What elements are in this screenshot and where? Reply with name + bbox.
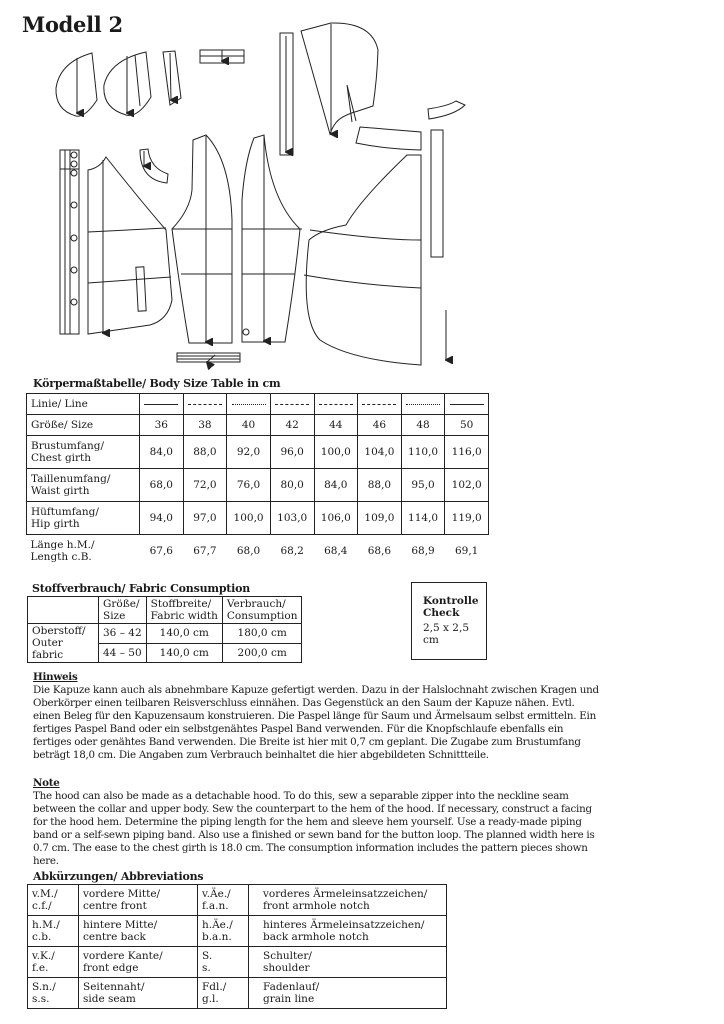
empty-cell bbox=[28, 597, 99, 624]
check-title-en: Check bbox=[423, 607, 460, 619]
row-label: Linie/ Line bbox=[27, 394, 140, 415]
cell: 80,0 bbox=[270, 469, 314, 502]
table-row bbox=[27, 502, 489, 535]
row-label bbox=[27, 502, 140, 535]
label-en: Length c.B. bbox=[30, 551, 92, 563]
label-en: Waist girth bbox=[31, 485, 90, 497]
table-row bbox=[27, 394, 489, 415]
cell: 46 bbox=[358, 415, 402, 436]
cell: 68,9 bbox=[411, 545, 435, 557]
cell: 180,0 cm bbox=[222, 624, 302, 644]
fabric-consumption-table bbox=[27, 596, 302, 663]
cell: 100,0 bbox=[314, 436, 358, 469]
sewing-pattern-pieces-diagram bbox=[0, 0, 724, 375]
line-style-dot-long-dash bbox=[445, 394, 489, 415]
cell: 106,0 bbox=[314, 502, 358, 535]
hinweis-heading: Hinweis bbox=[33, 671, 78, 683]
cell: 88,0 bbox=[358, 469, 402, 502]
table-row bbox=[27, 436, 489, 469]
material-label: Oberstoff/ Outer fabric bbox=[28, 624, 99, 663]
line-style-dotted bbox=[227, 394, 271, 415]
check-title-de: Kontrolle bbox=[423, 595, 479, 607]
size-table-heading: Körpermaßtabelle/ Body Size Table in cm bbox=[33, 377, 281, 390]
cell: 94,0 bbox=[140, 502, 184, 535]
cell: 140,0 cm bbox=[146, 624, 222, 644]
line-style-dash-dot bbox=[270, 394, 314, 415]
cell: 97,0 bbox=[183, 502, 227, 535]
cell: 48 bbox=[401, 415, 445, 436]
hinweis-section bbox=[33, 671, 603, 762]
label-en: Hip girth bbox=[31, 518, 80, 530]
cell: 103,0 bbox=[270, 502, 314, 535]
row-label bbox=[27, 535, 140, 568]
cell: 116,0 bbox=[445, 436, 489, 469]
check-size: 2,5 x 2,5 cm bbox=[423, 622, 469, 646]
line-style-long-dash bbox=[183, 394, 227, 415]
note-heading: Note bbox=[33, 777, 60, 789]
cell: 102,0 bbox=[445, 469, 489, 502]
table-row bbox=[27, 535, 489, 568]
cell: 104,0 bbox=[358, 436, 402, 469]
row-label bbox=[27, 469, 140, 502]
abbreviations-heading: Abkürzungen/ Abbreviations bbox=[33, 870, 204, 883]
fabric-table-heading: Stoffverbrauch/ Fabric Consumption bbox=[32, 582, 251, 595]
label-de: Brustumfang/ bbox=[31, 440, 104, 452]
cell: 84,0 bbox=[314, 469, 358, 502]
cell: 44 – 50 bbox=[99, 643, 147, 663]
cell: 67,6 bbox=[149, 545, 173, 557]
header-consumption: Verbrauch/ Consumption bbox=[222, 597, 302, 624]
header-size: Größe/ Size bbox=[99, 597, 147, 624]
cell: 38 bbox=[183, 415, 227, 436]
cell: 42 bbox=[270, 415, 314, 436]
note-text: The hood can also be made as a detachable hood. To do this, sew a separable zipper into the neckline seam between the collar and upper body. Sew the counterpart to the hem of the hood. If necessary, construct a facing for the hood hem. Determine the piping length for the hem and sleeve hem yourself. Use a ready-made piping band or a self-sewn piping band. Also use a finished or sewn band for the button loop. The planned width here is 0.7 cm. The ease to the chest girth is 18.0 cm. The consumption information includes the pattern pieces shown here. bbox=[33, 790, 595, 867]
cell: 95,0 bbox=[401, 469, 445, 502]
cell: 40 bbox=[227, 415, 271, 436]
table-row bbox=[27, 415, 489, 436]
cell: 72,0 bbox=[183, 469, 227, 502]
cell: 140,0 cm bbox=[146, 643, 222, 663]
cell: 96,0 bbox=[270, 436, 314, 469]
cell: 76,0 bbox=[227, 469, 271, 502]
cell: 69,1 bbox=[454, 545, 479, 557]
cell: 84,0 bbox=[140, 436, 184, 469]
line-style-fine-dotted bbox=[401, 394, 445, 415]
label-en: Chest girth bbox=[31, 452, 92, 464]
abbreviations-table bbox=[27, 884, 447, 1009]
cell: 200,0 cm bbox=[222, 643, 302, 663]
cell: 68,2 bbox=[280, 545, 304, 557]
cell: 44 bbox=[314, 415, 358, 436]
cell: 100,0 bbox=[227, 502, 271, 535]
cell: 68,0 bbox=[236, 545, 261, 557]
table-row bbox=[28, 597, 302, 624]
cell: 36 – 42 bbox=[99, 624, 147, 644]
cell: 50 bbox=[445, 415, 489, 436]
cell: 68,0 bbox=[140, 469, 184, 502]
cell: 68,4 bbox=[324, 545, 348, 557]
row-label bbox=[27, 436, 140, 469]
table-row: h.M./ c.b. hintere Mitte/ centre back h.Äe./ b.a.n. hinteres Ärmeleinsatzzeichen/ back armhole notch bbox=[28, 916, 447, 947]
table-row: v.K./ f.e. vordere Kante/ front edge S. s. Schulter/ shoulder bbox=[28, 947, 447, 978]
body-size-table bbox=[26, 393, 489, 567]
cell: 36 bbox=[140, 415, 184, 436]
table-row bbox=[28, 624, 302, 644]
cell: 92,0 bbox=[227, 436, 271, 469]
cell: 68,6 bbox=[367, 545, 392, 557]
check-square bbox=[411, 582, 487, 660]
header-width: Stoffbreite/ Fabric width bbox=[146, 597, 222, 624]
cell: 67,7 bbox=[193, 545, 217, 557]
table-row: v.M./ c.f./ vordere Mitte/ centre front v.Äe./ f.a.n. vorderes Ärmeleinsatzzeichen/ front armhole notch bbox=[28, 885, 447, 916]
page-title: Modell 2 bbox=[22, 12, 123, 37]
label-de: Taillenumfang/ bbox=[31, 473, 111, 485]
cell: 110,0 bbox=[401, 436, 445, 469]
table-row: S.n./ s.s. Seitennaht/ side seam Fdl./ g.l. Fadenlauf/ grain line bbox=[28, 978, 447, 1009]
cell: 109,0 bbox=[358, 502, 402, 535]
line-style-long-dash-short bbox=[358, 394, 402, 415]
label-de: Länge h.M./ bbox=[30, 539, 95, 551]
label-de: Hüftumfang/ bbox=[31, 506, 99, 518]
note-section bbox=[33, 777, 603, 868]
hinweis-text: Die Kapuze kann auch als abnehmbare Kapuze gefertigt werden. Dazu in der Halslochnaht zwischen Kragen und Oberkörper einen teilbaren Reisverschluss einnähen. Das Gegenstück an den Saum der Kapuze nähen. Evtl. einen Beleg für den Kapuzensaum konstruieren. Die Paspel länge für Saum und Ärmelsaum selbst ermitteln. Ein fertiges Paspel Band oder ein selbstgenähtes Paspel Band verwenden. Für die Knopfschlaufe ebenfalls ein fertiges oder genähtes Band verwenden. Die Breite ist hier mit 0,7 cm geplant. Die Zugabe zum Brustumfang beträgt 18,0 cm. Die Angaben zum Verbrauch beinhaltet die hier abgebildeten Schnittteile. bbox=[33, 684, 599, 761]
cell: 114,0 bbox=[401, 502, 445, 535]
line-style-solid bbox=[140, 394, 184, 415]
table-row bbox=[27, 469, 489, 502]
line-style-dashed bbox=[314, 394, 358, 415]
row-label: Größe/ Size bbox=[27, 415, 140, 436]
cell: 88,0 bbox=[183, 436, 227, 469]
cell: 119,0 bbox=[445, 502, 489, 535]
